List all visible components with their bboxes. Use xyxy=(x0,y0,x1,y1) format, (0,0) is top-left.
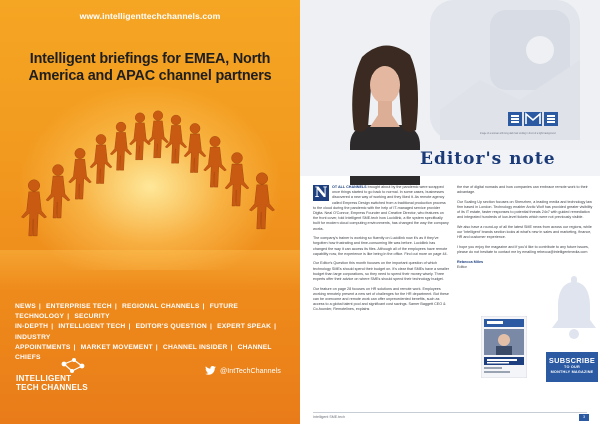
page-footer xyxy=(300,406,600,424)
link-expert-speak[interactable]: EXPERT SPEAK xyxy=(217,323,272,331)
signature-name: Rebecca Miles xyxy=(457,259,484,264)
twitter-icon xyxy=(205,366,216,375)
subscribe-line-1: TO OUR xyxy=(564,365,580,369)
magazine-cover-image[interactable] xyxy=(481,316,527,378)
subscribe-line-2: MONTHLY MAGAZINE xyxy=(550,369,594,374)
subscribe-title: SUBSCRIBE xyxy=(548,356,596,365)
link-editors-question[interactable]: EDITOR'S QUESTION xyxy=(135,323,207,331)
paper-people-chain-image xyxy=(0,92,300,254)
cover-section-links: NEWS | ENTERPRISE TECH | REGIONAL CHANNELS | FUTURE TECHNOLOGY | SECURITY IN-DEPTH | INTELLIGENT TECH | EDITOR'S QUESTION | EXPERT SPEAK | INDUSTRY APPOINTMENTS | MARKET MOVEMENT | CHANNEL INSIDER | CHANNEL CHIEFS xyxy=(15,303,277,362)
link-regional-channels[interactable]: REGIONAL CHANNELS xyxy=(121,303,200,310)
link-security[interactable]: SECURITY xyxy=(74,313,110,321)
article-paragraph: Our Editor's Question this month focuses on the important question of which technology SMEs should spend their budget on. It's clear that SMEs have a smaller budget than large corporations, so they need to spend their money wisely. Three experts offer their advice on where SMEs should spend their technology budget. xyxy=(313,261,449,282)
article-paragraph: Our Scaling Up section focuses on Shenzhen, a leading media and technology law firm based in London. Technology enabler Arctic Wolf has provided greater visibility of its IT estate, faster responses to potential threats 24x7 with guided remediation and integrated hundreds of low-level tickets which were not previously visible. xyxy=(457,199,593,220)
link-industry[interactable]: INDUSTRY xyxy=(15,333,51,341)
link-enterprise-tech[interactable]: ENTERPRISE TECH xyxy=(46,303,112,310)
drop-cap: N xyxy=(314,185,328,201)
logo-line-2: TECH CHANNELS xyxy=(16,383,88,393)
twitter-handle-text: @IntTechChannels xyxy=(220,366,281,375)
sme-tech-logo-icon xyxy=(508,110,570,130)
lead-text: OT ALL CHANNELS xyxy=(332,185,367,189)
article-column-2 xyxy=(457,185,593,270)
editor-page xyxy=(300,0,600,424)
article-paragraph: I hope you enjoy the magazine and if you'd like to contribute to any future issues, please do not hesitate to contact me by emailing rebecca@intelligentmedia.com xyxy=(457,245,589,255)
logo-line-1: INTELLIGENT xyxy=(16,374,72,383)
link-appointments[interactable]: APPOINTMENTS xyxy=(15,343,71,351)
footer-publication: Intelligent SME.tech xyxy=(313,415,345,419)
cover-lower-glow xyxy=(0,250,300,290)
link-channel-insider[interactable]: CHANNEL INSIDER xyxy=(162,343,228,351)
link-future-technology[interactable]: FUTURE TECHNOLOGY xyxy=(15,303,239,321)
cover-url[interactable]: www.intelligenttechchannels.com xyxy=(79,11,221,21)
article-paragraph: The company's trainer is working so fluently on Lucidlink now it's as if they've forgotten how frustrating and time-consuming life was before. Lucidlink has changed the way it can access its files. Although all of the employees have remote capability now, the experience is like being in the office. Find out more on page 44. xyxy=(313,236,448,256)
article-text: brought about by the pandemic were scrapped once things started to go back to normal. In some cases, businesses discovered a new way of working and they liked it. As remote agency called Empress Design switched from a traditional production process to the cloud during the pandemic with the help of IT-managed service provider Digita. Neal O'Connor, Empress Founder and Creative Director, who features on the front cover, told Intelligent SME.tech how Lucidlink, a file system specifically built for modern cloud computing environments, has changed the way the company works. xyxy=(313,185,449,231)
intelligent-tech-channels-logo-text xyxy=(16,374,88,393)
link-news[interactable]: NEWS xyxy=(15,303,36,310)
article-paragraph xyxy=(313,185,449,232)
link-channel-chiefs[interactable]: CHANNEL CHIEFS xyxy=(15,343,272,362)
notification-bell-icon xyxy=(550,276,598,342)
link-in-depth[interactable]: IN-DEPTH xyxy=(15,323,49,331)
link-market-movement[interactable]: MARKET MOVEMENT xyxy=(80,343,153,351)
article-paragraph: We also have a round-up of all the latest SME news from across our regions, while our 'Intelligent' brands section looks at what's new in sales and marketing, finance, HR and customer experience. xyxy=(457,225,592,240)
page-title: Editor's note xyxy=(420,149,556,169)
twitter-handle[interactable] xyxy=(205,366,281,375)
footer-divider xyxy=(313,412,587,413)
article-paragraph: Our feature on page 28 focuses on HR solutions and remote work. Employees working remotely present a new set of challenges for the HR department. But these can be overcome and remote work can offer unprecedented benefits, such as access to a global talent pool and significant cost savings. Samer Baggett CEO & Co-founder, Remotelines, explains xyxy=(313,286,449,312)
subscribe-button[interactable] xyxy=(546,352,598,382)
page-number: 3 xyxy=(579,414,589,421)
article-paragraph: the rise of digital nomads and how companies can embrace remote work to their advantage. xyxy=(457,185,588,195)
photo-caption: Image of a woman with long dark hair smiling in front of a light background xyxy=(480,133,556,135)
link-intelligent-tech[interactable]: INTELLIGENT TECH xyxy=(58,323,126,331)
article-column-1 xyxy=(313,185,449,317)
signature-role: Editor xyxy=(457,265,467,269)
cover-headline: Intelligent briefings for EMEA, North America and APAC channel partners xyxy=(28,51,272,84)
